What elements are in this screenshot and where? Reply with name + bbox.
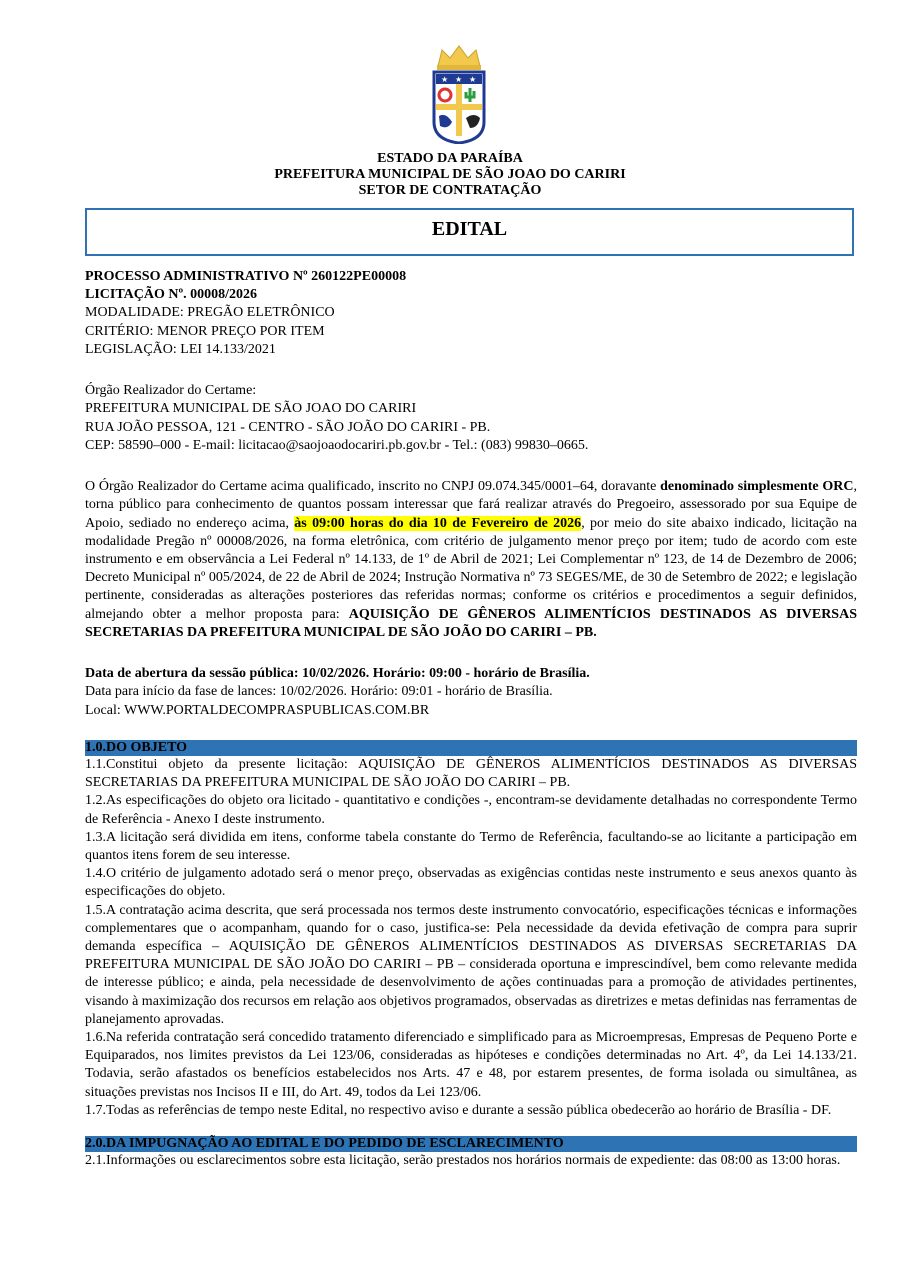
- svg-text:★: ★: [455, 75, 463, 84]
- bidding-number: LICITAÇÃO Nº. 00008/2026: [85, 287, 257, 303]
- intro-text-3: , por meio do site abaixo indicado, licitação na modalidade Pregão nº 00008/2026, na forma eletrônica, com critério de julgamento menor preço por item; tudo de acordo com este instrumento e em observância a Lei Federal nº 14.133, de 1º de Abril de 2021; Lei Complementar nº 123, de 14 de Dezembro de 2006; Decreto Municipal nº 005/2024, de 22 de Abril de 2024; Instrução Normativa nº 73 SEGES/ME, de 30 de Setembro de 2022; e legislação pertinente, consideradas as alterações posteriores das referidas normas; conforme os critérios e procedimentos a seguir definidos, almejando obter a melhor proposta para:: [85, 515, 857, 622]
- section2-item-1: 2.1.Informações ou esclarecimentos sobre esta licitação, serão prestados nos horários normais de expediente: das 08:00 as 13:00 horas.: [85, 1153, 841, 1169]
- intro-highlight-date: às 09:00 horas do dia 10 de Fevereiro de 2026: [294, 515, 582, 531]
- section1-item-6: 1.6.Na referida contratação será concedido tratamento diferenciado e simplificado para as Microempresas, Empresas de Pequeno Porte e Equiparados, nos limites previstos da Lei 123/06, consideradas as hipóteses e condições determinadas no Art. 4º, da Lei 14.133/21. Todavia, serão afastados os benefícios estabelecidos nos Arts. 47 e 48, por estarem presentes, de forma isolada ou simultânea, as situações previstas nos Incisos II e III, do Art. 49, todos da Lei 123/06.: [85, 1030, 857, 1100]
- svg-text:★: ★: [469, 75, 477, 84]
- organ-name: PREFEITURA MUNICIPAL DE SÃO JOAO DO CARIRI: [85, 401, 417, 417]
- session-opening: Data de abertura da sessão pública: 10/02/2026. Horário: 09:00 - horário de Brasília.: [85, 666, 590, 682]
- header-prefecture: PREFEITURA MUNICIPAL DE SÃO JOAO DO CARIRI: [274, 167, 626, 182]
- legislation: LEGISLAÇÃO: LEI 14.133/2021: [85, 341, 276, 357]
- header-state: ESTADO DA PARAÍBA: [377, 151, 523, 166]
- section1-item-1: 1.1.Constitui objeto da presente licitação: AQUISIÇÃO DE GÊNEROS ALIMENTÍCIOS DESTINADOS AS DIVERSAS SECRETARIAS DA PREFEITURA MUNICIPAL DE SÃO JOÃO DO CARIRI – PB.: [85, 757, 857, 791]
- document-title-box: [85, 208, 854, 256]
- session-local: Local: WWW.PORTALDECOMPRASPUBLICAS.COM.BR: [85, 702, 430, 718]
- session-bids: Data para início da fase de lances: 10/02/2026. Horário: 09:01 - horário de Brasília.: [85, 684, 553, 700]
- section-2-heading: 2.0.DA IMPUGNAÇÃO AO EDITAL E DO PEDIDO DE ESCLARECIMENTO: [85, 1136, 857, 1152]
- intro-paragraph: [85, 478, 857, 642]
- intro-text-1: O Órgão Realizador do Certame acima qualificado, inscrito no CNPJ 09.074.345/0001–64, doravante: [85, 479, 661, 495]
- criterion: CRITÉRIO: MENOR PREÇO POR ITEM: [85, 323, 325, 339]
- document-title: EDITAL: [431, 218, 508, 240]
- intro-bold-object: AQUISIÇÃO DE GÊNEROS ALIMENTÍCIOS DESTINADOS AS DIVERSAS SECRETARIAS DA PREFEITURA MUNICIPAL DE SÃO JOÃO DO CARIRI – PB.: [85, 606, 857, 640]
- section1-item-3: 1.3.A licitação será dividida em itens, conforme tabela constante do Termo de Referência, facultando-se ao licitante a participação em quantos itens forem de seu interesse.: [85, 829, 857, 864]
- organ-contact: CEP: 58590–000 - E-mail: licitacao@saojoaodocariri.pb.gov.br - Tel.: (083) 99830–0665.: [85, 437, 589, 453]
- section-1-heading: 1.0.DO OBJETO: [85, 740, 857, 756]
- organ-address: RUA JOÃO PESSOA, 121 - CENTRO - SÃO JOÃO DO CARIRI - PB.: [85, 419, 491, 435]
- section1-item-5: 1.5.A contratação acima descrita, que será processada nos termos deste instrumento convocatório, especificações técnicas e informações complementares que o acompanham, quando for o caso, justifica-se: Pela necessidade da devida efetivação de compra para suprir demanda específica – AQUISIÇÃO DE GÊNEROS ALIMENTÍCIOS DESTINADOS AS DIVERSAS SECRETARIAS DA PREFEITURA MUNICIPAL DE SÃO JOÃO DO CARIRI – PB – considerada oportuna e imprescindível, bem como relevante medida de interesse público; e ainda, pela necessidade de desenvolvimento de ações continuadas para a promoção de atividades pertinentes, visando à maximização dos recursos em relação aos objetivos programados, observadas as diretrizes e metas definidas nas ferramentas de planejamento aprovadas.: [85, 902, 857, 1027]
- process-number: PROCESSO ADMINISTRATIVO Nº 260122PE00008: [85, 269, 407, 284]
- svg-text:★: ★: [441, 75, 449, 84]
- municipal-coat-of-arms-icon: [430, 44, 488, 144]
- intro-bold-1: denominado simplesmente ORC: [660, 479, 854, 495]
- header-sector: SETOR DE CONTRATAÇÃO: [358, 183, 542, 198]
- intro-text-2: , torna público para conhecimento de quantos possam interessar que fará realizar através do Pregoeiro, assessorado por sua Equipe de Apoio, sediado no endereço acima,: [85, 479, 857, 531]
- section-1-items: [85, 756, 857, 1120]
- section-2-items: [85, 1152, 857, 1170]
- modality: MODALIDADE: PREGÃO ELETRÔNICO: [85, 305, 335, 321]
- organ-label: Órgão Realizador do Certame:: [85, 383, 257, 399]
- section1-item-7: 1.7.Todas as referências de tempo neste Edital, no respectivo aviso e durante a sessão pública obedecerão ao horário de Brasília - DF.: [85, 1102, 832, 1118]
- section1-item-4: 1.4.O critério de julgamento adotado será o menor preço, observadas as exigências contidas neste instrumento e seus anexos quanto às especificações do objeto.: [85, 866, 857, 900]
- document-body: [85, 268, 857, 1170]
- section1-item-2: 1.2.As especificações do objeto ora licitado - quantitativo e condições -, encontram-se devidamente detalhadas no correspondente Termo de Referência - Anexo I deste instrumento.: [85, 793, 857, 827]
